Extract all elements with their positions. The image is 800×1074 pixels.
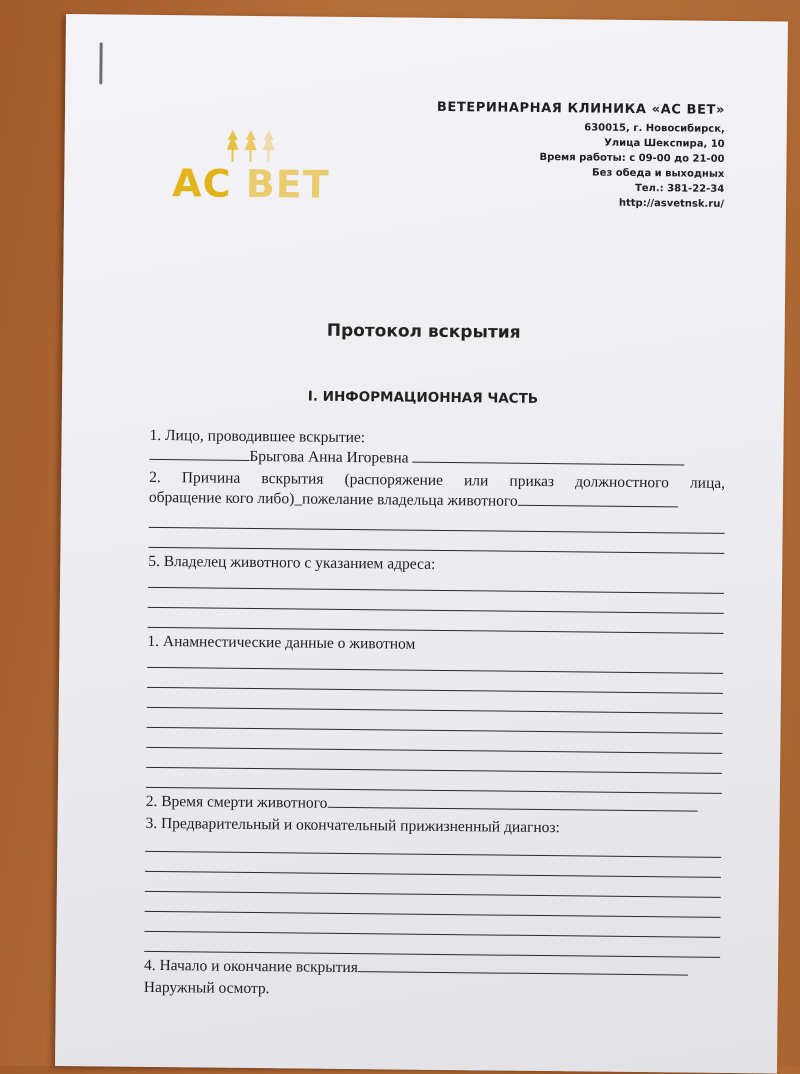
item2-prefix: обращение кого либо)_ (148, 488, 303, 508)
clinic-days: Без обеда и выходных (592, 167, 725, 180)
anamnesis-label: 1. Анамнестические данные о животном (147, 632, 416, 653)
blank-line (147, 707, 723, 714)
blank-line (145, 891, 721, 898)
blank-line (145, 871, 721, 878)
blank-line (148, 607, 724, 614)
item1-value: Брыгова Анна Игоревна (249, 447, 409, 467)
fill-line (412, 462, 684, 466)
form-body (143, 426, 726, 998)
fill-line (358, 971, 688, 975)
document-title: Протокол вскрытия (326, 320, 521, 343)
item2-word: приказ (509, 472, 555, 491)
clinic-name: ВЕТЕРИНАРНАЯ КЛИНИКА «АС ВЕТ» (436, 99, 726, 118)
autopsy-time-label: 4. Начало и окончание вскрытия (143, 956, 358, 977)
logo-wordmark (172, 161, 330, 207)
item1-row (149, 447, 725, 471)
item2-line2 (149, 489, 725, 513)
autopsy-time-row (144, 957, 720, 981)
clinic-logo (170, 123, 341, 217)
item2-word: должностного (575, 473, 669, 492)
item1-label: 1. Лицо, проводившее вскрытие: (149, 426, 366, 447)
clinic-phone: Тел.: 381-22-34 (634, 182, 725, 195)
fill-line (518, 505, 678, 508)
item2-word: 2. (149, 468, 161, 487)
clinic-website: http://asvetnsk.ru/ (618, 197, 725, 210)
clinic-hours: Время работы: с 09-00 до 21-00 (539, 151, 725, 165)
blank-line (147, 727, 723, 734)
staple (99, 42, 102, 84)
document-page (55, 14, 788, 1074)
clinic-header (436, 100, 725, 212)
death-time-label: 2. Время смерти животного (145, 792, 328, 812)
blank-line (146, 747, 722, 754)
blank-line (147, 667, 723, 674)
blank-line (149, 527, 725, 534)
clinic-postal: 630015, г. Новосибирск, (584, 122, 725, 135)
item2-word: лица, (689, 474, 726, 492)
item2-word: (распоряжение (344, 470, 444, 489)
blank-line (146, 767, 722, 774)
item2-word: или (463, 472, 489, 490)
diagnosis-label: 3. Предварительный и окончательный прижизненный диагноз: (145, 814, 561, 837)
section-heading: I. ИНФОРМАЦИОННАЯ ЧАСТЬ (307, 388, 539, 407)
blank-line (147, 687, 723, 694)
item2-value: пожелание владельца животного (301, 490, 518, 510)
clinic-street: Улица Шекспира, 10 (604, 137, 725, 150)
fill-line (149, 459, 249, 461)
item2-word: Причина (181, 469, 241, 487)
blank-line (148, 587, 724, 594)
death-time-row (146, 793, 722, 817)
blank-line (145, 851, 721, 858)
logo-trees-icon (226, 130, 274, 163)
logo-wordmark-ac: АС (172, 161, 232, 206)
blank-line (145, 911, 721, 918)
external-exam-label: Наружный осмотр. (143, 978, 270, 998)
logo-wordmark-bet: ВЕТ (245, 161, 330, 207)
item5-label: 5. Владелец животного с указанием адреса: (148, 552, 436, 573)
fill-line (327, 807, 697, 812)
item2-word: вскрытия (261, 470, 324, 488)
blank-line (144, 931, 720, 938)
